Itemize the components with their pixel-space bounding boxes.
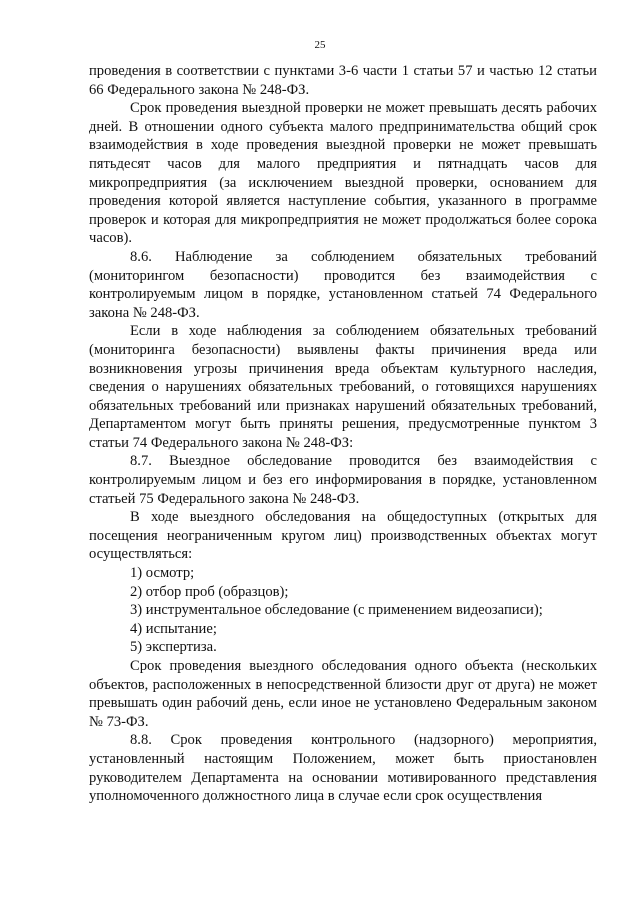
page-number: 25 (314, 39, 326, 51)
paragraph-field-survey: В ходе выездного обследования на общедоступных (открытых для посещения неограниченным кругом лиц) производственных объектах могут осуществляться: (89, 509, 597, 563)
list-item: 5) экспертиза. (130, 639, 217, 656)
list-item: 3) инструментальное обследование (с применением видеозаписи); (130, 602, 543, 619)
list-item: 2) отбор проб (образцов); (130, 583, 289, 600)
list-item: 4) испытание; (130, 620, 217, 637)
paragraph-8-6: 8.6. Наблюдение за соблюдением обязательных требований (мониторингом безопасности) проводится без взаимодействия с контролируемым лицом в порядке, установленном статьей 74 Федерального закона № 248-ФЗ. (89, 248, 597, 321)
document-body (89, 62, 597, 806)
list-item: 1) осмотр; (130, 565, 195, 582)
paragraph-survey-term: Срок проведения выездного обследования одного объекта (нескольких объектов, расположенных в непосредственной близости друг от друга) не может превышать один рабочий день, если иное не установлено Федеральным законом № 73-ФЗ. (89, 658, 597, 730)
paragraph-8-8: 8.8. Срок проведения контрольного (надзорного) мероприятия, установленный настоящим Положением, может быть приостановлен руководителем Департамента на основании мотивированного представления уполномоченного должностного лица в случае если срок осуществления (89, 732, 597, 805)
paragraph-monitoring-results: Если в ходе наблюдения за соблюдением обязательных требований (мониторинга безопасности) выявлены факты причинения вреда или возникновения угрозы причинения вреда объектам культурного наследия, сведения о нарушениях обязательных требований, о готовящихся нарушениях обязательных требований или признаках нарушений обязательных требований, Департаментом могут быть приняты решения, предусмотренные пунктом 3 статьи 74 Федерального закона № 248-ФЗ: (89, 323, 597, 451)
paragraph-inspection-term: Срок проведения выездной проверки не может превышать десять рабочих дней. В отношении одного субъекта малого предпринимательства общий срок взаимодействия в ходе проведения выездной проверки не может превышать пятьдесят часов для малого предприятия и пятнадцать часов для микропредприятия (за исключением выездной проверки, основанием для проведения которой является наступление события, указанного в программе проверок и которая для микропредприятия не может продолжаться более сорока часов). (89, 100, 597, 247)
paragraph-continuation: проведения в соответствии с пунктами 3-6 части 1 статьи 57 и частью 12 статьи 66 Федерального закона № 248-ФЗ. (89, 63, 597, 98)
paragraph-8-7: 8.7. Выездное обследование проводится без взаимодействия с контролируемым лицом и без его информирования в порядке, установленном статьей 75 Федерального закона № 248-ФЗ. (89, 453, 597, 507)
